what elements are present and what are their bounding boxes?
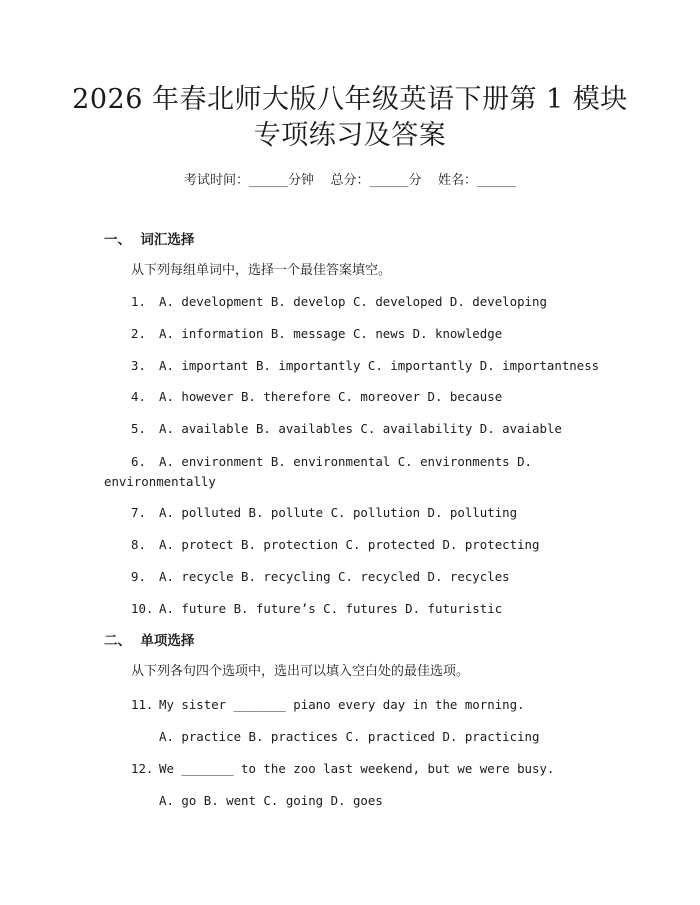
question-options: A. environment B. environmental C. environments D. [159, 454, 532, 469]
question-item [131, 387, 502, 407]
question-item [131, 452, 532, 472]
question-options: A. available B. availables C. availability D. avaiable [159, 421, 562, 436]
question-options: A. recycle B. recycling C. recycled D. recycles [159, 569, 510, 584]
question-options: A. however B. therefore C. moreover D. because [159, 389, 503, 404]
question-number: 6. [131, 454, 146, 469]
question-options: A. development B. develop C. developed D. developing [159, 294, 547, 309]
question-item [131, 292, 547, 312]
question-number: 7. [131, 505, 146, 520]
section-2-heading: 二、 单项选择 [104, 633, 195, 649]
question-stem: We _______ to the zoo last weekend, but we were busy. [159, 761, 555, 776]
question-number: 3. [131, 358, 146, 373]
question-options: A. information B. message C. news D. knowledge [159, 326, 503, 341]
question-item [131, 567, 510, 587]
question-item [131, 419, 562, 439]
question-options: A. polluted B. pollute C. pollution D. polluting [159, 505, 518, 520]
question-number: 11. [131, 697, 154, 712]
question-item [131, 759, 554, 779]
question-options: A. future B. future’s C. futures D. futuristic [159, 601, 503, 616]
question-item [131, 695, 525, 715]
question-number: 9. [131, 569, 146, 584]
question-number: 12. [131, 761, 154, 776]
question-number: 1. [131, 294, 146, 309]
question-number: 4. [131, 389, 146, 404]
question-options: A. practice B. practices C. practiced D. practicing [159, 729, 540, 744]
title-line-2: 专项练习及答案 [253, 120, 447, 151]
question-item [131, 535, 539, 555]
title-line-1: 2026 年春北师大版八年级英语下册第 1 模块 [72, 84, 628, 115]
question-number: 10. [131, 601, 154, 616]
question-item [131, 599, 502, 619]
question-options: A. important B. importantly C. importantly D. importantness [159, 358, 600, 373]
question-item [131, 503, 517, 523]
question-number: 2. [131, 326, 146, 341]
question-stem: My sister _______ piano every day in the morning. [159, 697, 525, 712]
question-options: A. go B. went C. going D. goes [159, 793, 383, 808]
question-item [131, 324, 502, 344]
exam-info-line: 考试时间：______分钟 总分：______分 姓名：______ [183, 173, 517, 188]
question-options: A. protect B. protection C. protected D. protecting [159, 537, 540, 552]
question-continuation: environmentally [104, 474, 216, 489]
section-2-instruction: 从下列各句四个选项中，选出可以填入空白处的最佳选项。 [131, 664, 470, 679]
section-1-heading: 一、 词汇选择 [104, 232, 195, 248]
question-item [131, 356, 599, 376]
section-1-instruction: 从下列每组单词中，选择一个最佳答案填空。 [131, 263, 392, 278]
question-number: 8. [131, 537, 146, 552]
question-number: 5. [131, 421, 146, 436]
